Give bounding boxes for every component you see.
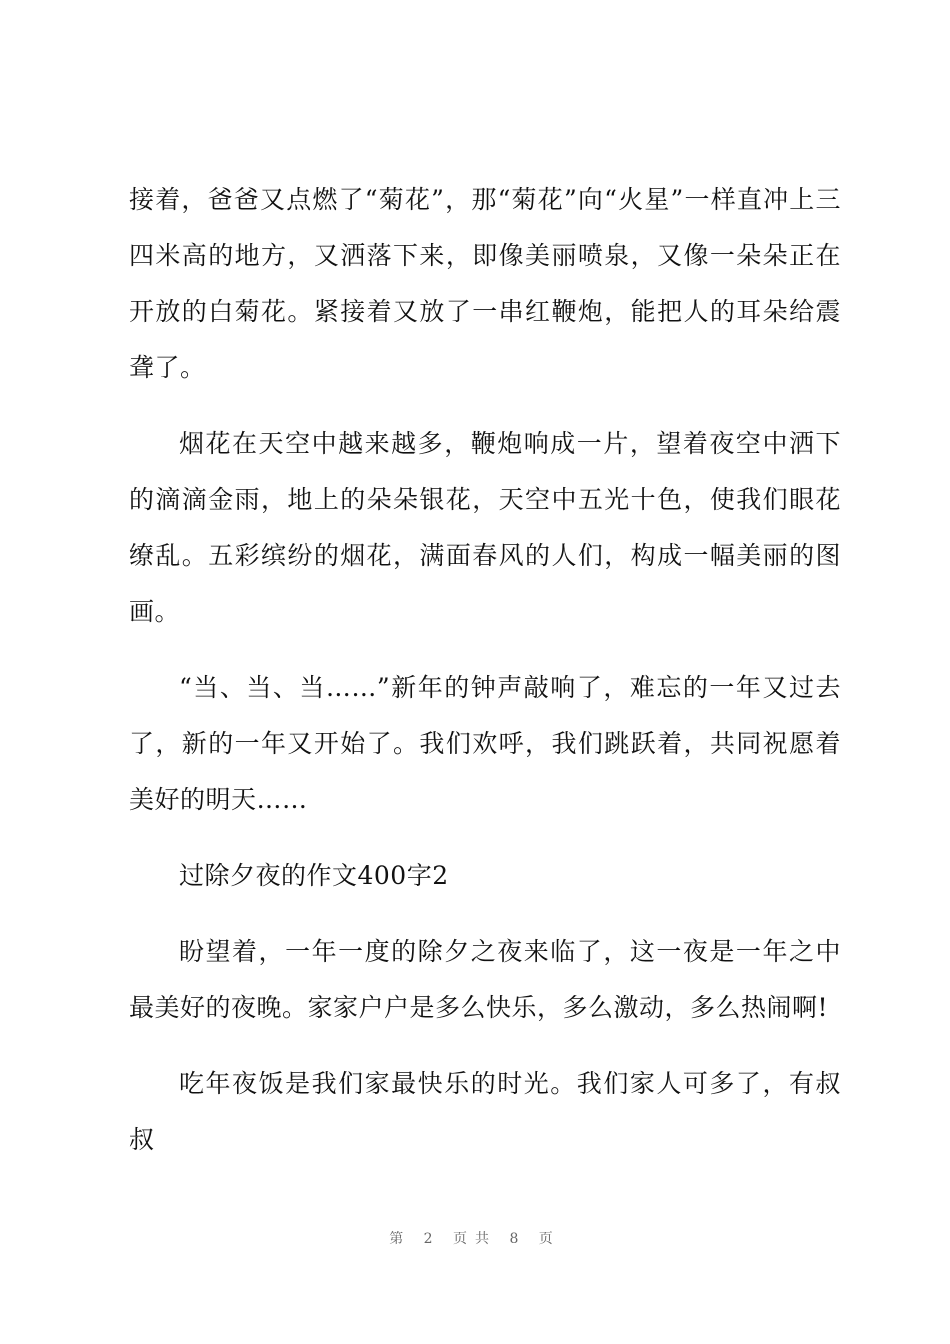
paragraph-5: 盼望着，一年一度的除夕之夜来临了，这一夜是一年之中最美好的夜晚。家家户户是多么快乐，多么激动，多么热闹啊! (129, 937, 841, 1022)
paragraph-3: “当、当、当……”新年的钟声敲响了，难忘的一年又过去了，新的一年又开始了。我们欢呼，我们跳跃着，共同祝愿着美好的明天…… (129, 673, 841, 814)
section-heading: 过除夕夜的作文400字2 (179, 861, 449, 890)
body-text (129, 172, 841, 1168)
page-footer: 第 2 页共 8 页 (389, 1231, 561, 1247)
paragraph-6: 吃年夜饭是我们家最快乐的时光。我们家人可多了，有叔叔 (129, 1069, 841, 1154)
paragraph-1: 接着，爸爸又点燃了“菊花”，那“菊花”向“火星”一样直冲上三四米高的地方，又洒落下来，即像美丽喷泉，又像一朵朵正在开放的白菊花。紧接着又放了一串红鞭炮，能把人的耳朵给震聋了。 (129, 185, 841, 382)
paragraph-2: 烟花在天空中越来越多，鞭炮响成一片，望着夜空中洒下的滴滴金雨，地上的朵朵银花，天空中五光十色，使我们眼花缭乱。五彩缤纷的烟花，满面春风的人们，构成一幅美丽的图画。 (129, 429, 841, 626)
